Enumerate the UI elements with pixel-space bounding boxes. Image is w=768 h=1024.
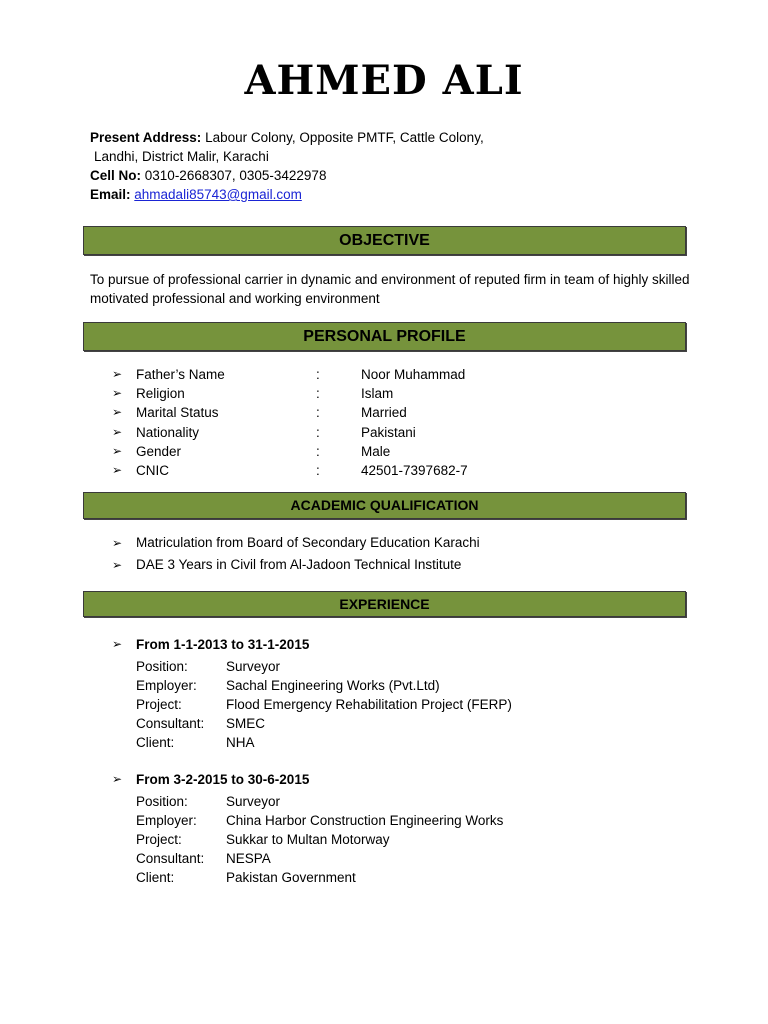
experience-detail-value: NHA (226, 735, 255, 750)
experience-detail-value: Surveyor (226, 659, 281, 674)
experience-detail-value: NESPA (226, 851, 271, 866)
experience-detail-value: Pakistan Government (226, 870, 356, 885)
bullet-arrow-icon: ➢ (112, 443, 123, 458)
profile-label: Father’s Name (136, 367, 225, 382)
experience-detail-row (0, 830, 768, 849)
academic-item (0, 555, 768, 575)
experience-detail-value: China Harbor Construction Engineering Works (226, 813, 504, 828)
experience-detail-label: Consultant: (136, 851, 205, 866)
bullet-arrow-icon: ➢ (112, 558, 123, 572)
experience-detail-row (0, 792, 768, 811)
experience-detail-row (0, 811, 768, 830)
bullet-arrow-icon: ➢ (112, 405, 123, 420)
bullet-arrow-icon: ➢ (112, 367, 123, 381)
experience-period-text: From 1-1-2013 to 31-1-2015 (136, 637, 310, 652)
bullet-arrow-icon: ➢ (112, 386, 123, 401)
profile-colon: : (316, 367, 320, 382)
profile-colon: : (316, 386, 320, 402)
profile-colon: : (316, 443, 320, 459)
experience-detail-label: Employer: (136, 813, 197, 828)
email-label: Email: (90, 187, 131, 202)
profile-value: 42501-7397682-7 (361, 463, 468, 478)
profile-value: Noor Muhammad (361, 367, 466, 382)
experience-detail-value: SMEC (226, 716, 266, 731)
address-value-line2: Landhi, District Malir, Karachi (94, 149, 269, 164)
experience-detail-value: Sukkar to Multan Motorway (226, 832, 390, 847)
experience-detail-row (0, 733, 768, 752)
profile-label: Gender (136, 443, 182, 459)
experience-detail-row (0, 657, 768, 676)
profile-colon: : (316, 405, 320, 421)
address-value-line1: Labour Colony, Opposite PMTF, Cattle Colony, (205, 130, 484, 145)
email-line (90, 185, 690, 204)
section-header-objective: OBJECTIVE (83, 226, 686, 255)
cell-value: 0310-2668307, 0305-3422978 (144, 168, 327, 183)
profile-label: Nationality (136, 424, 200, 440)
profile-label: CNIC (136, 463, 169, 478)
bullet-arrow-icon: ➢ (112, 463, 123, 477)
bullet-arrow-icon: ➢ (112, 637, 123, 651)
experience-detail-label: Project: (136, 697, 182, 712)
experience-detail-row (0, 849, 768, 868)
profile-colon: : (316, 424, 320, 440)
experience-detail-row (0, 868, 768, 887)
experience-detail-label: Position: (136, 659, 188, 674)
academic-item-text: DAE 3 Years in Civil from Al-Jadoon Technical Institute (136, 557, 462, 572)
profile-row (0, 461, 768, 480)
cell-label: Cell No: (90, 168, 142, 183)
address-label: Present Address: (90, 130, 202, 145)
profile-colon: : (316, 463, 320, 478)
profile-row (0, 423, 768, 442)
experience-detail-label: Client: (136, 735, 175, 750)
academic-item (0, 533, 768, 553)
profile-row (0, 403, 768, 422)
profile-row (0, 365, 768, 384)
academic-item-text: Matriculation from Board of Secondary Education Karachi (136, 535, 480, 550)
profile-row (0, 384, 768, 403)
experience-detail-value: Flood Emergency Rehabilitation Project (FERP) (226, 697, 512, 712)
section-header-personal-profile: PERSONAL PROFILE (83, 322, 686, 351)
experience-detail-value: Surveyor (226, 794, 281, 809)
experience-detail-label: Client: (136, 870, 175, 885)
cell-line (90, 166, 690, 185)
bullet-arrow-icon: ➢ (112, 536, 123, 550)
experience-detail-value: Sachal Engineering Works (Pvt.Ltd) (226, 678, 440, 693)
profile-value: Male (361, 443, 391, 459)
profile-label: Marital Status (136, 405, 219, 421)
section-header-academic: ACADEMIC QUALIFICATION (83, 492, 686, 519)
profile-value: Married (361, 405, 407, 421)
bullet-arrow-icon: ➢ (112, 772, 123, 786)
experience-period (0, 635, 768, 654)
profile-row (0, 442, 768, 461)
experience-period (0, 770, 768, 789)
experience-detail-label: Project: (136, 832, 182, 847)
candidate-name: AHMED ALI (244, 57, 524, 104)
experience-detail-label: Position: (136, 794, 188, 809)
experience-detail-row (0, 676, 768, 695)
experience-detail-row (0, 714, 768, 733)
address-line-2 (90, 147, 690, 166)
profile-value: Islam (361, 386, 394, 402)
objective-text: To pursue of professional carrier in dynamic and environment of reputed firm in team of highly skilled motivated professional and working environment (90, 272, 690, 306)
experience-detail-label: Employer: (136, 678, 197, 693)
profile-value: Pakistani (361, 424, 416, 440)
contact-block (90, 128, 690, 204)
address-line (90, 128, 690, 147)
experience-period-text: From 3-2-2015 to 30-6-2015 (136, 772, 310, 787)
bullet-arrow-icon: ➢ (112, 424, 123, 439)
section-header-experience: EXPERIENCE (83, 591, 686, 617)
profile-label: Religion (136, 386, 185, 402)
email-link[interactable]: ahmadali85743@gmail.com (134, 187, 302, 202)
experience-detail-row (0, 695, 768, 714)
experience-detail-label: Consultant: (136, 716, 205, 731)
